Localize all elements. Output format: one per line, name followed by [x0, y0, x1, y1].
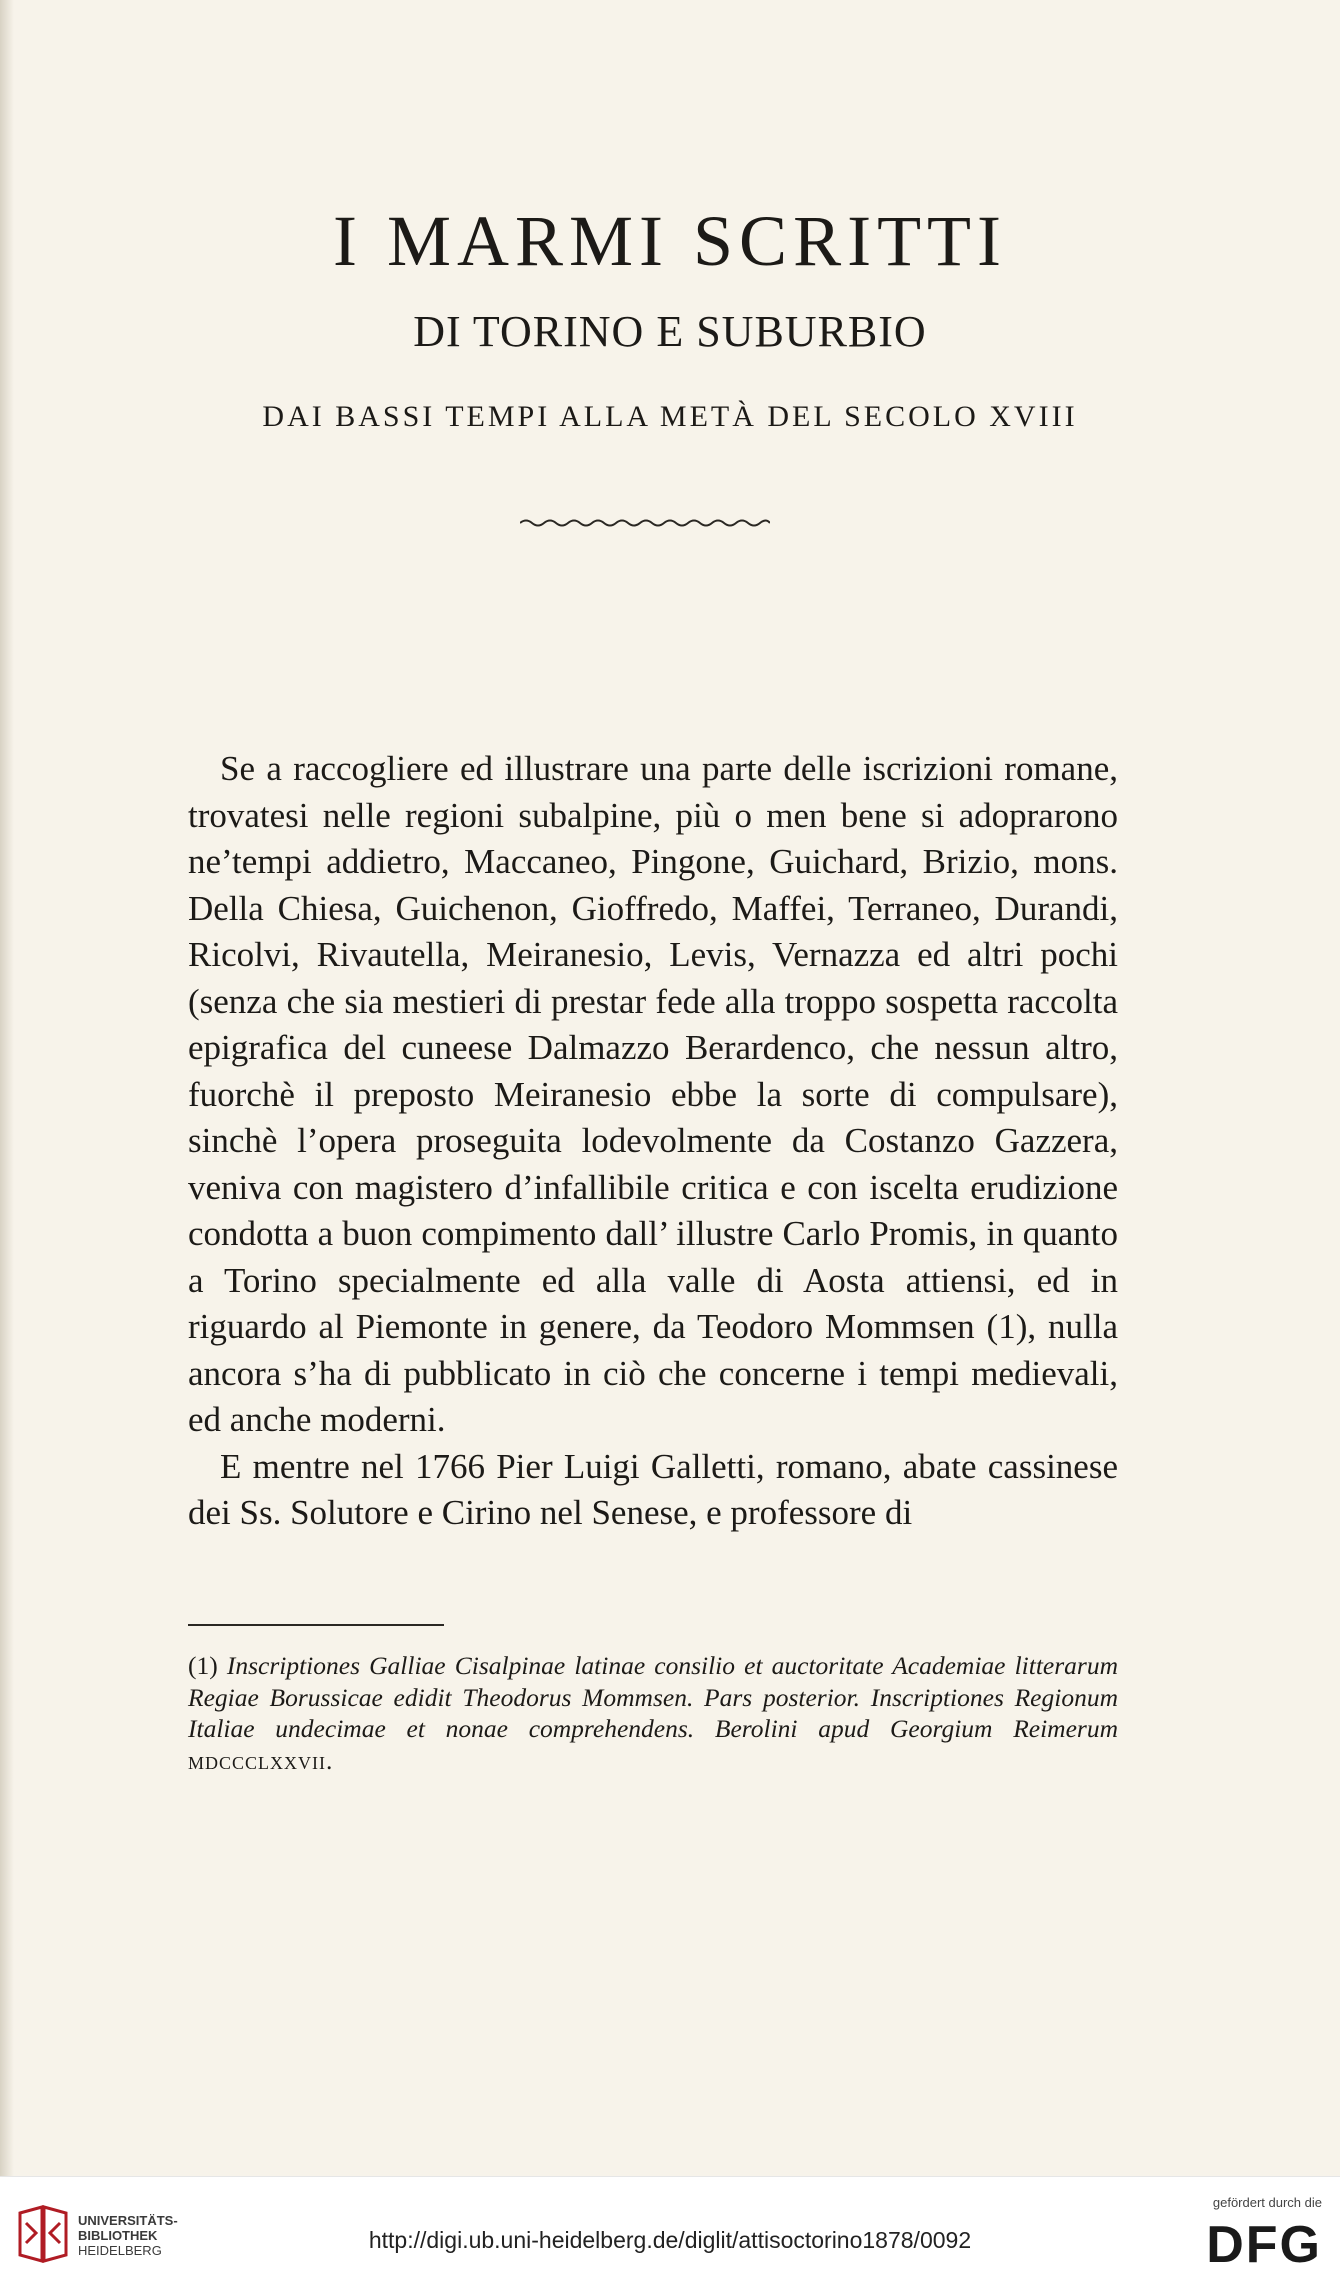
- paragraph-2: E mentre nel 1766 Pier Luigi Galletti, romano, abate cassinese dei Ss. Solutore e Cirino nel Senese, e professore di: [188, 1446, 1118, 1532]
- funding-caption: gefördert durch die: [1212, 2195, 1322, 2210]
- dfg-logo: DFG: [1206, 2216, 1322, 2274]
- footnote: [188, 1650, 1118, 1776]
- library-name: UNIVERSITÄTS- BIBLIOTHEK HEIDELBERG: [78, 2213, 178, 2258]
- footnote-rule: [188, 1624, 444, 1626]
- ornamental-rule: [520, 516, 770, 530]
- footnote-year: mdccclxxvii.: [188, 1745, 334, 1775]
- page-subtitle: DI TORINO E SUBURBIO: [413, 307, 927, 356]
- paragraph-1: Se a raccogliere ed illustrare una parte delle iscrizioni romane, trovatesi nelle regioni subalpine, più o men bene si adoprarono ne’tempi addietro, Maccaneo, Pingone, Guichard, Brizio, mons. Della Chiesa, Guichenon, Gioffredo, Maffei, Terraneo, Durandi, Ricolvi, Rivautella, Meiranesio, Levis, Vernazza ed altri pochi (senza che sia mestieri di prestar fede alla troppo sospetta raccolta epigrafica del cuneese Dalmazzo Berardenco, che nessun altro, fuorchè il preposto Meiranesio ebbe la sorte di compulsare), sinchè l’opera proseguita lodevolmente da Costanzo Gazzera, veniva con magistero d’infallibile critica e con iscelta erudizione condotta a buon compimento dall’ illustre Carlo Promis, in quanto a Torino specialmente ed alla valle di Aosta attiensi, ed in riguardo al Piemonte in genere, da Teodoro Mommsen (1), nulla ancora s’ha di pubblicato in ciò che concerne i tempi medievali, ed anche moderni.: [188, 749, 1118, 1439]
- footnote-text: Inscriptiones Galliae Cisalpinae latinae consilio et auctoritate Academiae litterarum Regiae Borussicae edidit Theodorus Mommsen. Pars posterior. Inscriptiones Regionum Italiae undecimae et nonae comprehendens. Berolini apud Georgium Reimerum: [188, 1651, 1119, 1743]
- viewer-footer: [0, 2176, 1340, 2291]
- page-subtitle-period: DAI BASSI TEMPI ALLA METÀ DEL SECOLO XVIII: [262, 400, 1078, 433]
- main-text: [188, 746, 1118, 1537]
- page-title: I MARMI SCRITTI: [332, 201, 1007, 281]
- footnote-marker: (1): [188, 1651, 218, 1680]
- permalink-url[interactable]: http://digi.ub.uni-heidelberg.de/diglit/attisoctorino1878/0092: [368, 2227, 972, 2253]
